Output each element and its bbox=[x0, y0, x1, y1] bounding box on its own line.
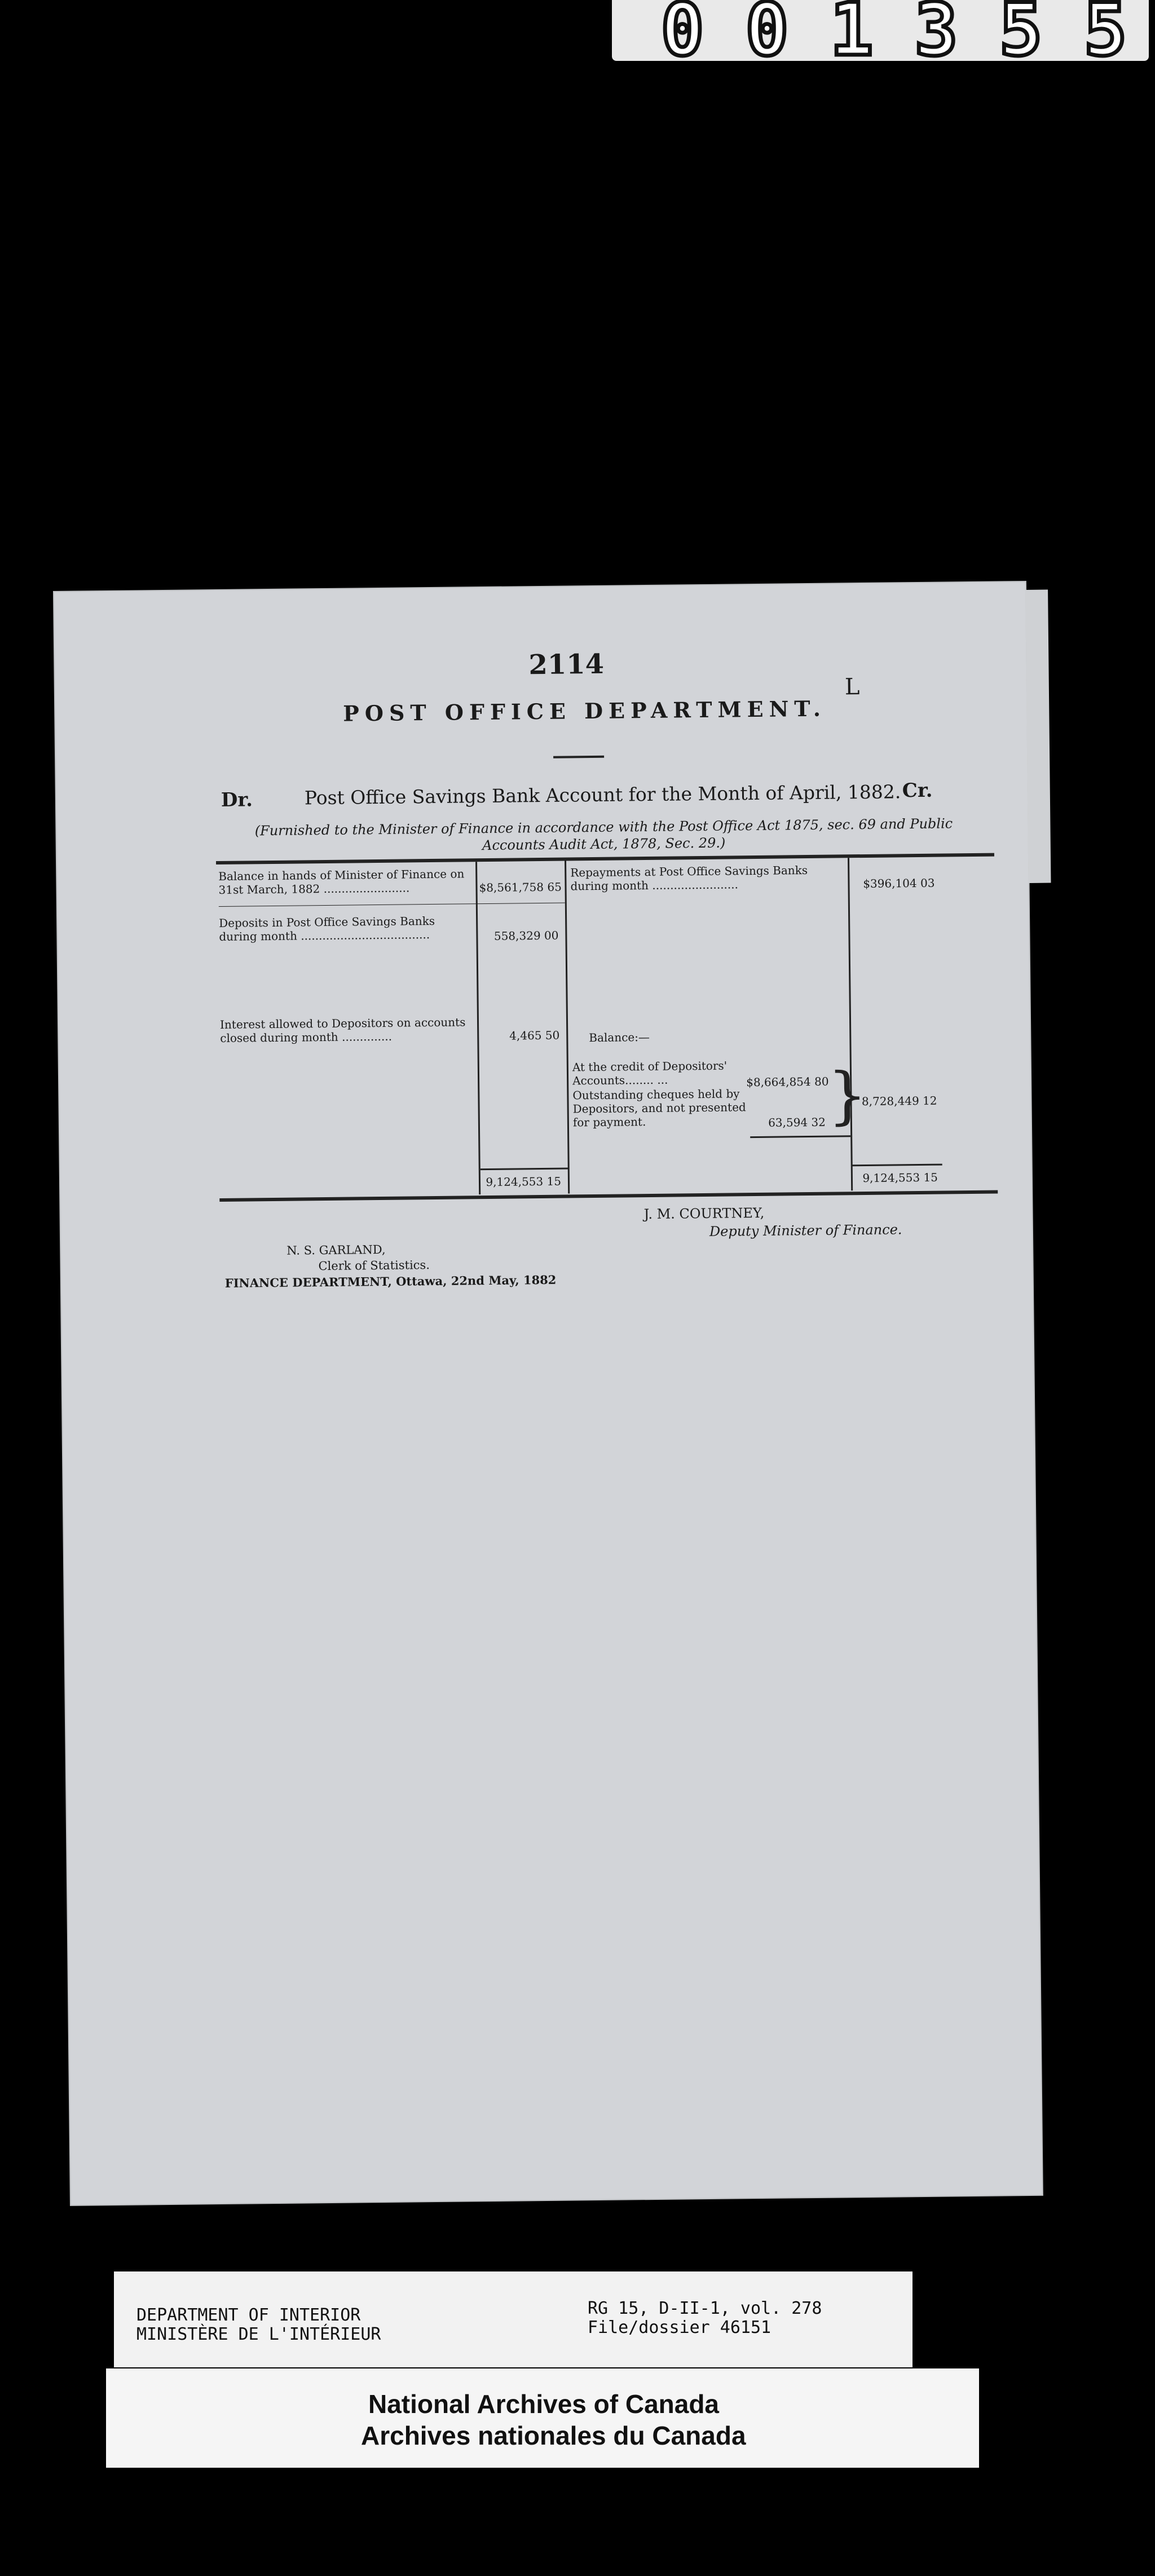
archives-banner bbox=[106, 2368, 979, 2468]
authority-note: (Furnished to the Minister of Finance in accordance with the Post Office Act 1875, sec. 69 and Public Accounts Audit Act, 1878, Sec. 29.) bbox=[254, 815, 953, 854]
archive-reference-label bbox=[114, 2271, 912, 2367]
signatory-name: J. M. COURTNEY, bbox=[643, 1205, 765, 1223]
row-rule bbox=[219, 903, 565, 907]
debit-amount-divider bbox=[475, 862, 480, 1194]
credit-total: 9,124,553 15 bbox=[862, 1170, 938, 1185]
debit-row-amount: 558,329 00 bbox=[493, 928, 559, 943]
title-underline bbox=[553, 756, 604, 758]
balance-heading: Balance:— bbox=[589, 1030, 650, 1045]
page-edge bbox=[1025, 590, 1051, 883]
stamp-digit: 0 bbox=[660, 0, 704, 61]
debit-row-amount: 4,465 50 bbox=[509, 1028, 560, 1043]
archive-number-stamp bbox=[612, 0, 1149, 61]
debit-row-description: Balance in hands of Minister of Finance on 31st March, 1882 ........................ bbox=[218, 867, 465, 897]
signatory-title: Deputy Minister of Finance. bbox=[709, 1221, 902, 1240]
stamp-digit: 0 bbox=[745, 0, 789, 61]
credit-amount-divider bbox=[848, 858, 853, 1190]
label-department-en: DEPARTMENT OF INTERIOR bbox=[136, 2305, 361, 2325]
archives-name-en: National Archives of Canada bbox=[368, 2389, 720, 2419]
balance-item-description: Outstanding cheques held by Depositors, and not presented for payment. bbox=[572, 1087, 746, 1130]
table-bottom-rule bbox=[219, 1190, 998, 1202]
archives-name-fr: Archives nationales du Canada bbox=[361, 2421, 746, 2450]
debit-row-description: Interest allowed to Depositors on accounts closed during month .............. bbox=[219, 1015, 466, 1045]
clerk-title: Clerk of Statistics. bbox=[318, 1258, 430, 1273]
repayments-amount: $396,104 03 bbox=[863, 876, 935, 891]
brace-glyph: } bbox=[827, 1058, 868, 1132]
stamp-digit: 5 bbox=[999, 0, 1043, 61]
page-number: 2114 bbox=[528, 648, 605, 681]
label-file-number: File/dossier 46151 bbox=[588, 2318, 772, 2337]
document-page bbox=[54, 582, 1042, 2205]
handwritten-mark: L bbox=[844, 674, 860, 700]
label-department-fr: MINISTÈRE DE L'INTÉRIEUR bbox=[136, 2324, 381, 2344]
debit-label: Dr. bbox=[221, 788, 253, 811]
debit-row-description: Deposits in Post Office Savings Banks during month .................................... bbox=[219, 914, 435, 943]
debit-total: 9,124,553 15 bbox=[486, 1174, 562, 1189]
balance-item-description: At the credit of Depositors' Accounts........ ... bbox=[572, 1058, 728, 1088]
department-heading: POST OFFICE DEPARTMENT. bbox=[343, 695, 827, 726]
repayments-description: Repayments at Post Office Savings Banks during month ........................ bbox=[570, 863, 808, 893]
label-record-group: RG 15, D-II-1, vol. 278 bbox=[588, 2299, 822, 2318]
debit-total-rule bbox=[480, 1168, 568, 1171]
balance-amount: 8,728,449 12 bbox=[861, 1093, 937, 1109]
balance-subtotal-rule bbox=[750, 1135, 850, 1138]
clerk-name: N. S. GARLAND, bbox=[286, 1242, 386, 1258]
account-title: Post Office Savings Bank Account for the Month of April, 1882. bbox=[304, 780, 901, 809]
balance-item-amount: $8,664,854 80 bbox=[746, 1074, 829, 1089]
balance-item-amount: 63,594 32 bbox=[768, 1115, 826, 1130]
stamp-digit: 5 bbox=[1083, 0, 1127, 61]
center-divider bbox=[565, 861, 570, 1194]
clerk-place-date: FINANCE DEPARTMENT, Ottawa, 22nd May, 1882 bbox=[224, 1272, 557, 1290]
debit-row-amount: $8,561,758 65 bbox=[479, 880, 562, 895]
stamp-digit: 3 bbox=[914, 0, 958, 61]
stamp-digit: 1 bbox=[830, 0, 874, 61]
credit-total-rule bbox=[852, 1164, 942, 1167]
credit-label: Cr. bbox=[902, 779, 933, 802]
